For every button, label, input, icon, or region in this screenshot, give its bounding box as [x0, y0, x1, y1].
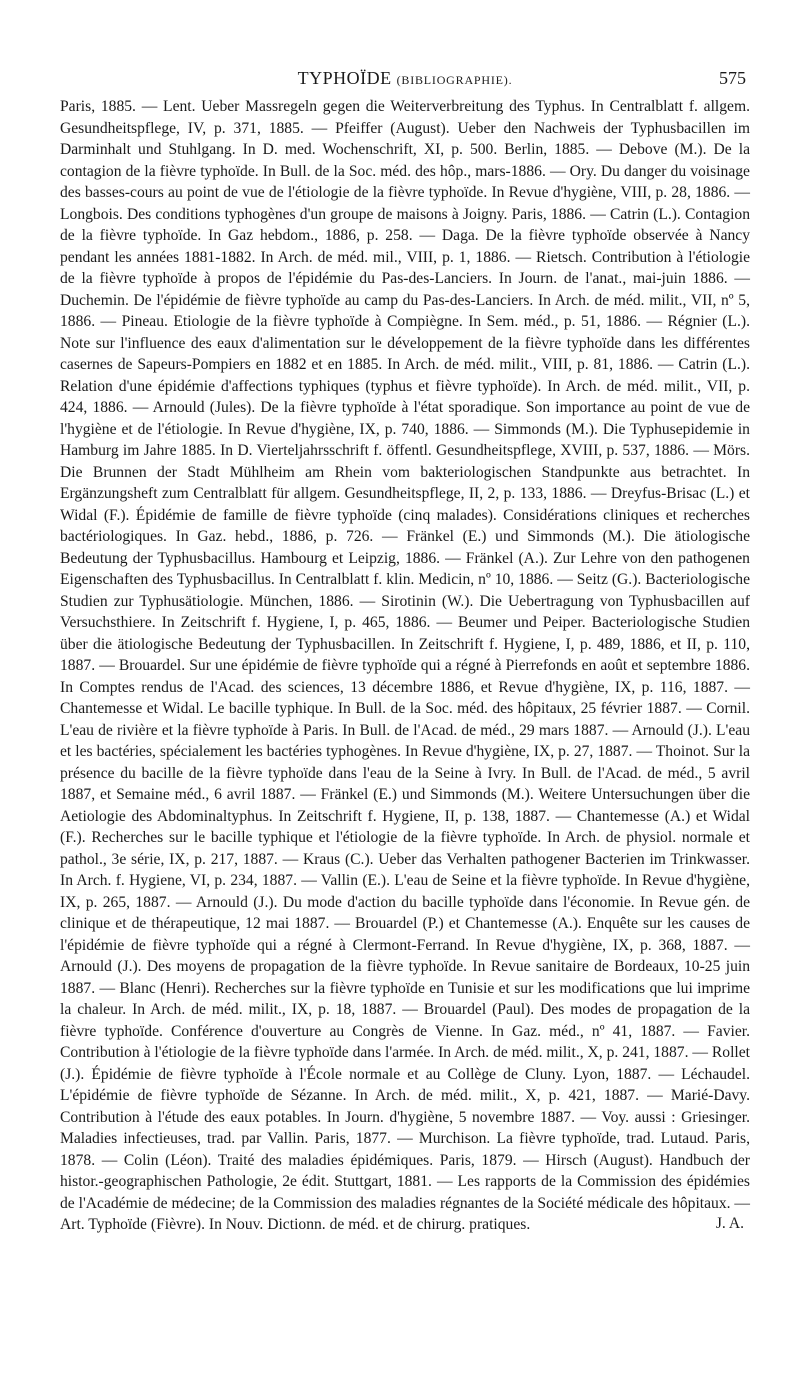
author-signature: J. A.: [715, 1214, 744, 1232]
bib-entry: — Arnould (Jules). De la fièvre typhoïde à l'état sporadique. Son importance au point de vue de l'hygiène et de l'étiologie. In Revue d'hygiène, IX, p. 740, 1886.: [60, 399, 750, 438]
bib-entry: — Les rapports de la Commission des épidémies de l'Académie de médecine; de la Commission des maladies régnantes de la Société médicale des hôpitaux.: [60, 1173, 751, 1212]
bib-entry: — Seitz (G.). Bacteriologische Studien zur Typhusätiologie. München, 1886.: [60, 571, 751, 610]
page-number: 575: [719, 68, 746, 88]
bib-entry: — Catrin (L.). Relation d'une épidémie d'affections typhiques (typhus et fièvre typhoïde). In Arch. de méd. milit., VII, p. 424, 1886.: [60, 356, 751, 416]
bib-entry: — Régnier (L.). Note sur l'influence des eaux d'alimentation sur le développement de la fièvre typhoïde dans les différentes casernes de Sapeurs-Pompiers en 1882 et en 1885. In Arch. de méd. milit., VIII, p. 81, 1886.: [60, 313, 751, 373]
bib-entry: — Art. Typhoïde (Fièvre). In Nouv. Dictionn. de méd. et de chirurg. pratiques.: [60, 1194, 751, 1233]
bib-entry: — Catrin (L.). Contagion de la fièvre typhoïde. In Gaz hebdom., 1886, p. 258.: [60, 205, 750, 244]
running-header: [60, 62, 750, 96]
bib-entry: — Daga. De la fièvre typhoïde observée à Nancy pendant les années 1881-1882. In Arch. de méd. mil., VIII, p. 1, 1886.: [60, 227, 751, 266]
bib-entry: — Fränkel (E.) und Simmonds (M.). Die ätiologische Bedeutung der Typhusbacillus. Hambourg et Leipzig, 1886.: [60, 528, 750, 567]
bib-entry: — Thoinot. Sur la présence du bacille de la fièvre typhoïde dans l'eau de la Seine à Ivry. In Bull. de l'Acad. de méd., 5 avril 1887, et Semaine méd., 6 avril 1887.: [60, 743, 750, 803]
bib-entry: — Arnould (J.). Des moyens de propagation de la fièvre typhoïde. In Revue sanitaire de Bordeaux, 10-25 juin 1887.: [60, 936, 750, 997]
bib-entry: — Pineau. Etiologie de la fièvre typhoïde à Compiègne. In Sem. méd., p. 51, 1886.: [100, 313, 647, 330]
bib-entry: — Debove (M.). De la contagion de la fièvre typhoïde. In Bull. de la Soc. méd. des hôp., mars-1886.: [60, 141, 750, 180]
bib-entry: — Duchemin. De l'épidémie de fièvre typhoïde au camp du Pas-des-Lanciers. In Arch. de méd. milit., VII, nº 5, 1886.: [60, 270, 750, 330]
bib-entry: — Longbois. Des conditions typhogènes d'un groupe de maisons à Joigny. Paris, 1886.: [60, 184, 750, 223]
bib-entry: — Léchaudel. L'épidémie de fièvre typhoïde de Sézanne. In Arch. de méd. milit., X, p. 421, 1887.: [60, 1065, 750, 1104]
bib-entry: — Brouardel (Paul). Des modes de propagation de la fièvre typhoïde. Conférence d'ouverture au Congrès de Vienne. In Gaz. méd., nº 41, 1887.: [60, 1001, 750, 1040]
bib-entry: — Ory. Du danger du voisinage des basses-cours au point de vue de l'étiologie de la fièvre typhoïde. In Revue d'hygiène, VIII, p. 28, 1886.: [60, 162, 750, 201]
bib-entry: — Mörs. Die Brunnen der Stadt Mühlheim am Rhein vom bakteriologischen Standpunkte aus betrachtet. In Ergänzungsheft zum Centralblatt für allgem. Gesundheitspflege, II, 2, p. 133, 1886.: [60, 442, 750, 502]
bib-entry: — Beumer und Peiper. Bacteriologische Studien über die ätiologische Bedeutung der Typhusbacillen. In Zeitschrift f. Hygiene, I, p. 489, 1886, et II, p. 110, 1887.: [60, 614, 750, 674]
bib-entry: — Rollet (J.). Épidémie de fièvre typhoïde à l'École normale et au Collège de Cluny. Lyon, 1887.: [60, 1044, 751, 1083]
bib-entry: — Favier. Contribution à l'étiologie de la fièvre typhoïde dans l'armée. In Arch. de méd. milit., X, p. 241, 1887.: [60, 1022, 750, 1061]
bib-entry: — Voy. aussi : Griesinger. Maladies infectieuses, trad. par Vallin. Paris, 1877.: [60, 1108, 750, 1147]
header-subtitle: (BIBLIOGRAPHIE).: [396, 73, 513, 87]
bib-entry: — Brouardel (P.) et Chantemesse (A.). Enquête sur les causes de l'épidémie de fièvre typhoïde qui a régné à Clermont-Ferrand. In Revue d'hygiène, IX, p. 368, 1887.: [60, 915, 750, 954]
bib-entry: — Chantemesse et Widal. Le bacille typhique. In Bull. de la Soc. méd. des hôpitaux, 25 février 1887.: [60, 678, 750, 717]
bib-entry: — Dreyfus-Brisac (L.) et Widal (F.). Épidémie de famille de fièvre typhoïde (cinq malades). Considérations cliniques et recherches bactériologiques. In Gaz. hebd., 1886, p. 726.: [60, 485, 750, 545]
bib-entry: — Arnould (J.). L'eau et les bactéries, spécialement les bactéries typhogènes. In Revue d'hygiène, IX, p. 27, 1887.: [60, 721, 750, 760]
bib-entry: — Murchison. La fièvre typhoïde, trad. Lutaud. Paris, 1878.: [60, 1130, 750, 1169]
bib-entry: — Fränkel (E.) und Simmonds (M.). Weitere Untersuchungen über die Aetiologie des Abdominaltyphus. In Zeitschrift f. Hygiene, II, p. 138, 1887.: [60, 786, 750, 825]
bib-entry: — Sirotinin (W.). Die Uebertragung von Typhusbacillen auf Versuchsthiere. In Zeitschrift f. Hygiene, I, p. 465, 1886.: [60, 592, 751, 631]
bib-entry: Paris, 1885. — Lent. Ueber Massregeln gegen die Weiterverbreitung des Typhus. In Centralblatt f. allgem. Gesundheitspflege, IV, p. 371, 1885.: [60, 98, 750, 137]
bib-entry: — Kraus (C.). Ueber das Verhalten pathogener Bacterien im Trinkwasser. In Arch. f. Hygiene, VI, p. 234, 1887.: [60, 850, 750, 889]
running-title: [60, 68, 750, 89]
bib-entry: — Simmonds (M.). Die Typhusepidemie in Hamburg im Jahre 1885. In D. Vierteljahrsschrift f. öffentl. Gesundheitspflege, XVIII, p. 537, 1886.: [60, 420, 750, 459]
bib-entry: — Rietsch. Contribution à l'étiologie de la fièvre typhoïde à propos de l'épidémie du Pas-des-Lanciers. In Journ. de l'anat., mai-juin 1886.: [60, 248, 750, 287]
bib-entry: — Cornil. L'eau de rivière et la fièvre typhoïde à Paris. In Bull. de l'Acad. de méd., 29 mars 1887.: [60, 700, 750, 739]
bib-entry: — Blanc (Henri). Recherches sur la fièvre typhoïde en Tunisie et sur les modifications que lui imprime la chaleur. In Arch. de méd. milit., IX, p. 18, 1887.: [60, 979, 750, 1018]
bib-entry: — Chantemesse (A.) et Widal (F.). Recherches sur le bacille typhique et l'étiologie de la fièvre typhoïde. In Arch. de physiol. normale et pathol., 3e série, IX, p. 217, 1887.: [60, 807, 750, 868]
bib-entry: — Colin (Léon). Traité des maladies épidémiques. Paris, 1879.: [101, 1151, 524, 1169]
bib-entry: — Marié-Davy. Contribution à l'étude des eaux potables. In Journ. d'hygiène, 5 novembre 1887.: [60, 1087, 750, 1126]
bib-entry: — Fränkel (A.). Zur Lehre von den pathogenen Eigenschaften des Typhusbacillus. In Centralblatt f. klin. Medicin, nº 10, 1886.: [60, 549, 750, 588]
bib-entry: — Hirsch (August). Handbuch der histor.-geographischen Pathologie, 2e édit. Stuttgart, 1881.: [60, 1151, 750, 1190]
bibliography-text: [60, 96, 750, 1236]
bib-entry: — Brouardel. Sur une épidémie de fièvre typhoïde qui a régné à Pierrefonds en août et septembre 1886. In Comptes rendus de l'Acad. des sciences, 13 décembre 1886, et Revue d'hygiène, IX, p. 116, 1887.: [60, 657, 750, 696]
bib-entry: — Arnould (J.). Du mode d'action du bacille typhoïde dans l'économie. In Revue gén. de clinique et de thérapeutique, 12 mai 1887.: [60, 893, 750, 932]
bib-entry: — Pfeiffer (August). Ueber den Nachweis der Typhusbacillen im Darminhalt und Stuhlgang. In D. med. Wochenschrift, XI, p. 500. Berlin, 1885.: [60, 119, 751, 158]
bib-entry: — Vallin (E.). L'eau de Seine et la fièvre typhoïde. In Revue d'hygiène, IX, p. 265, 1887.: [60, 872, 750, 911]
header-title: TYPHOÏDE: [297, 68, 392, 88]
